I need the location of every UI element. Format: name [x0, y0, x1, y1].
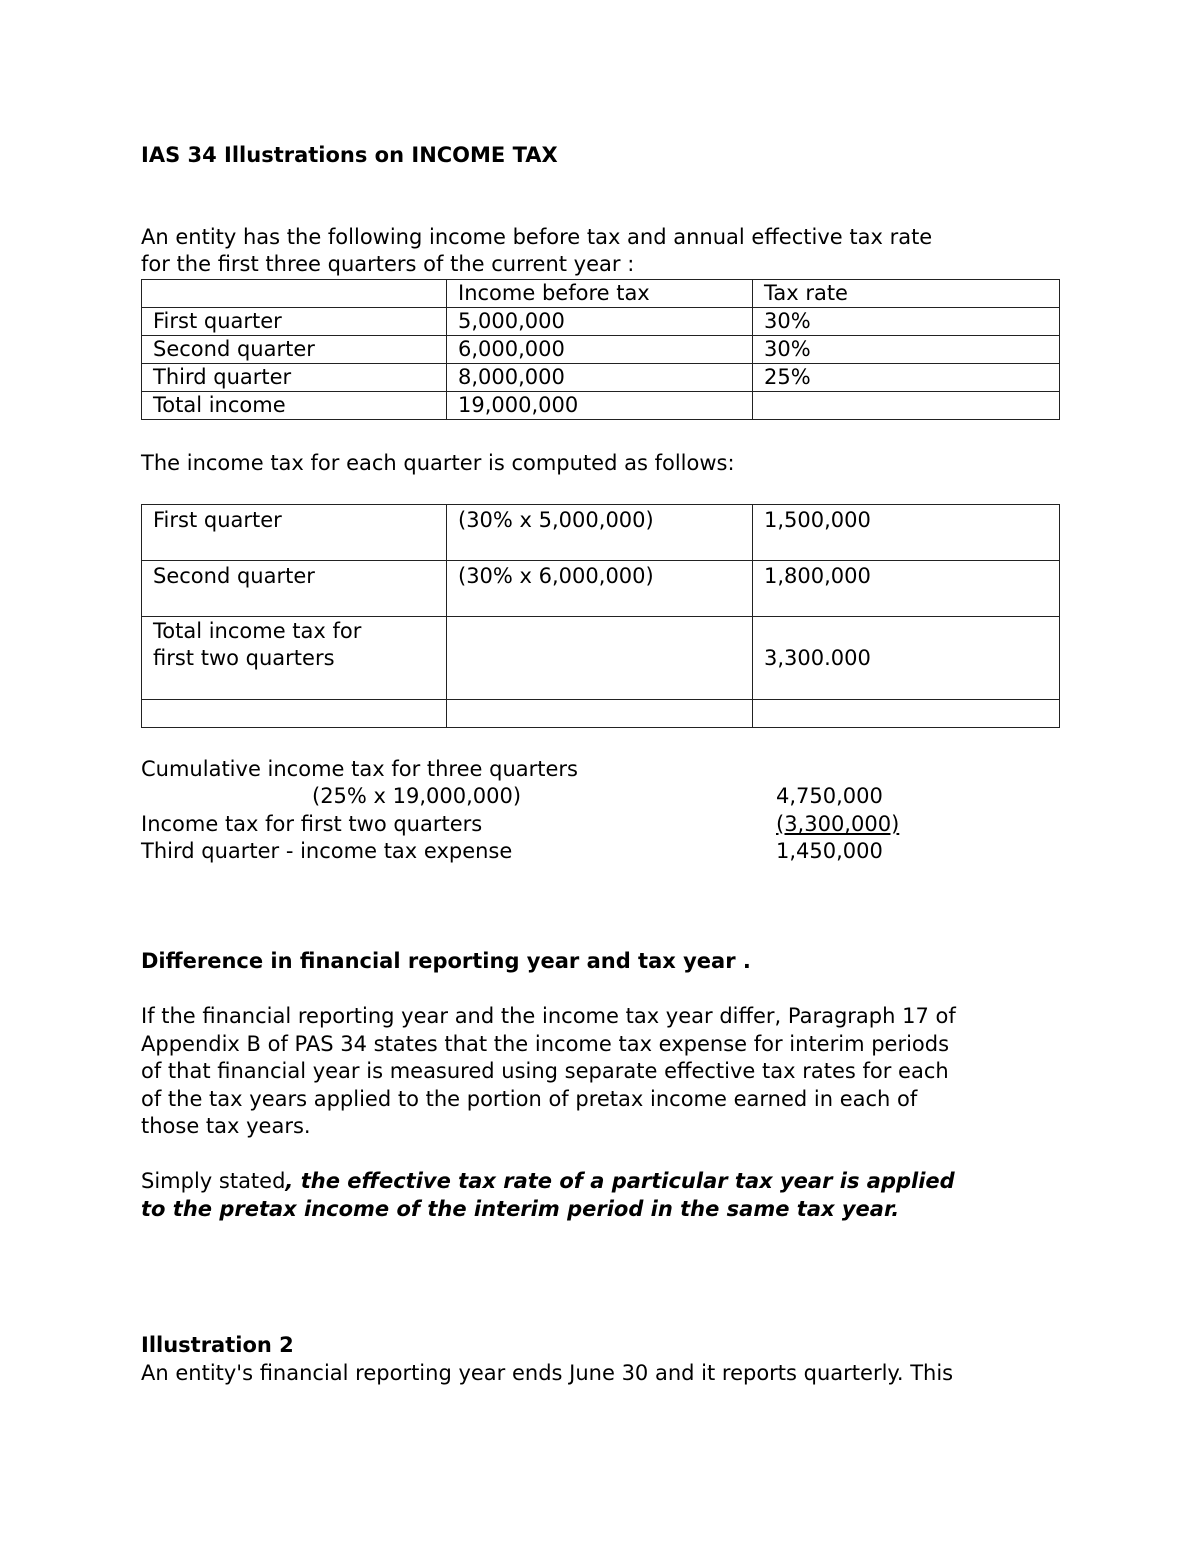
table-cell: 30%: [753, 336, 1060, 364]
table-cell: 6,000,000: [447, 336, 753, 364]
table-row: [142, 308, 1060, 336]
cumulative-formula: (25% x 19,000,000): [312, 784, 522, 808]
paragraph-line: If the financial reporting year and the income tax year differ, Paragraph 17 of: [141, 1004, 956, 1028]
table-row: [142, 364, 1060, 392]
table-row: [142, 336, 1060, 364]
third-quarter-label: Third quarter - income tax expense: [141, 839, 513, 863]
table-cell: [142, 700, 447, 728]
table-cell: 5,000,000: [447, 308, 753, 336]
section-heading: Difference in financial reporting year and tax year .: [141, 949, 751, 973]
table-row: [142, 561, 1060, 617]
intro-line-2: for the first three quarters of the current year :: [141, 252, 635, 276]
paragraph-line: of the tax years applied to the portion of pretax income earned in each of: [141, 1086, 918, 1111]
table-cell: 1,800,000: [753, 561, 1060, 617]
paragraph-line: of that financial year is measured using separate effective tax rates for each: [141, 1059, 949, 1083]
illustration-heading: Illustration 2: [141, 1333, 294, 1357]
table-header-row: [142, 280, 1060, 308]
table-cell: [142, 617, 447, 700]
total-label-line-1: Total income tax for: [153, 619, 362, 643]
quarter-tax-table: [141, 504, 1060, 728]
table-cell: First quarter: [142, 308, 447, 336]
total-label-line-2: first two quarters: [153, 646, 335, 670]
cumulative-label: Cumulative income tax for three quarters: [141, 757, 578, 781]
computed-intro: The income tax for each quarter is computed as follows:: [141, 451, 735, 475]
table-cell: Total income: [142, 392, 447, 420]
table-cell: 30%: [753, 308, 1060, 336]
paragraph-line: Appendix B of PAS 34 states that the income tax expense for interim periods: [141, 1031, 950, 1056]
simply-prefix: Simply stated: [141, 1169, 286, 1193]
cumulative-formula-value: 4,750,000: [776, 784, 883, 808]
first-two-value: (3,300,000): [776, 812, 900, 836]
first-two-label: Income tax for first two quarters: [141, 812, 483, 836]
income-table: [141, 279, 1060, 420]
intro-line-1: An entity has the following income before tax and annual effective tax rate: [141, 225, 933, 249]
table-row: [142, 505, 1060, 561]
illustration-line-1: An entity's financial reporting year ends June 30 and it reports quarterly. This: [141, 1361, 954, 1385]
table-cell: 3,300.000: [753, 617, 1060, 700]
table-cell: 25%: [753, 364, 1060, 392]
table-cell: Third quarter: [142, 364, 447, 392]
table-header-cell: Income before tax: [447, 280, 753, 308]
table-cell: [447, 617, 753, 700]
table-cell: 19,000,000: [447, 392, 753, 420]
table-header-cell: Tax rate: [753, 280, 1060, 308]
table-cell: [753, 392, 1060, 420]
table-cell: 8,000,000: [447, 364, 753, 392]
table-header-cell: [142, 280, 447, 308]
table-row-total: [142, 392, 1060, 420]
table-cell: [753, 700, 1060, 728]
third-quarter-value: 1,450,000: [776, 839, 883, 863]
table-row-empty: [142, 700, 1060, 728]
table-cell: Second quarter: [142, 336, 447, 364]
table-cell: (30% x 5,000,000): [447, 505, 753, 561]
table-cell: (30% x 6,000,000): [447, 561, 753, 617]
table-cell: Second quarter: [142, 561, 447, 617]
table-row-total: [142, 617, 1060, 700]
emphasis-text: to the pretax income of the interim period in the same tax year.: [141, 1196, 900, 1221]
emphasis-text: , the effective tax rate of a particular tax year is applied: [285, 1169, 955, 1193]
table-cell: 1,500,000: [753, 505, 1060, 561]
table-cell: [447, 700, 753, 728]
section-paragraph: [141, 1003, 1071, 1141]
document-title: IAS 34 Illustrations on INCOME TAX: [141, 143, 558, 167]
simply-stated-paragraph: [141, 1168, 1071, 1223]
table-cell: First quarter: [142, 505, 447, 561]
paragraph-line: those tax years.: [141, 1114, 311, 1138]
